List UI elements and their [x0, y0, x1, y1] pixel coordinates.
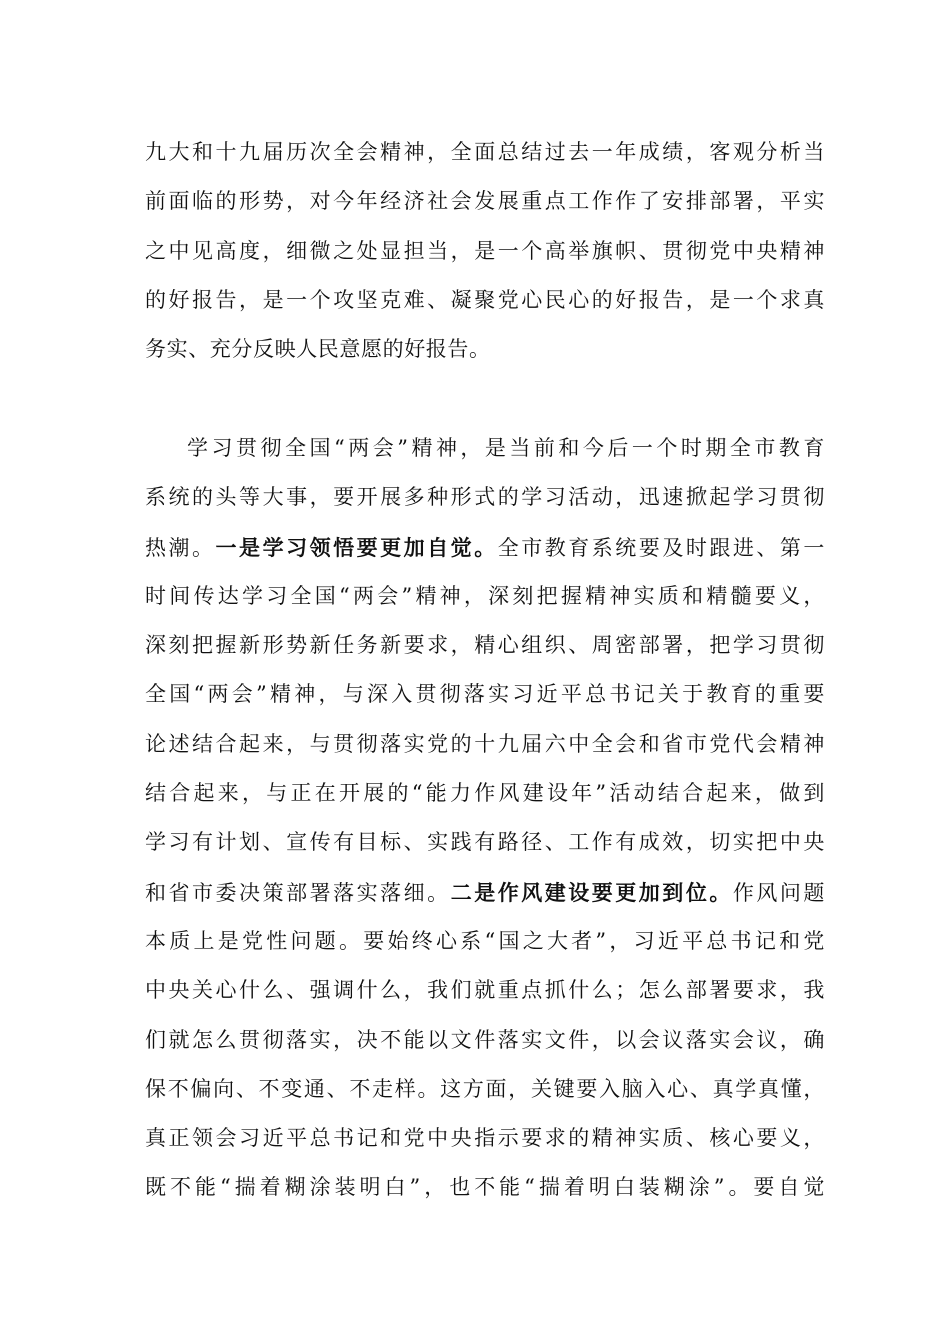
- text-line: 中央关心什么、强调什么，我们就重点抓什么；怎么部署要求，我: [145, 978, 825, 1003]
- text-line: 学习有计划、宣传有目标、实践有路径、工作有成效，切实把中央: [145, 830, 825, 855]
- bold-heading-2: 二是作风建设要更加到位。: [450, 879, 733, 905]
- text-line: 真正领会习近平总书记和党中央指示要求的精神实质、核心要义，: [145, 1126, 825, 1151]
- text-line: 务实、充分反映人民意愿的好报告。: [145, 337, 491, 362]
- paragraph-2: [145, 424, 825, 1213]
- text-line: [145, 523, 825, 572]
- text-line: 九大和十九届历次全会精神，全面总结过去一年成绩，客观分析当: [145, 140, 825, 164]
- text-run: 热潮。: [145, 535, 216, 560]
- paragraph-1: [145, 128, 825, 374]
- text-line: 结合起来，与正在开展的“能力作风建设年”活动结合起来，做到: [145, 781, 825, 806]
- text-line: 前面临的形势，对今年经济社会发展重点工作作了安排部署，平实: [145, 189, 825, 214]
- text-line: 时间传达学习全国“两会”精神，深刻把握精神实质和精髓要义，: [145, 583, 825, 608]
- text-run: 作风问题: [732, 880, 825, 905]
- text-line: 论述结合起来，与贯彻落实党的十九届六中全会和省市党代会精神: [145, 731, 825, 756]
- text-line: [145, 868, 825, 917]
- text-run: 全市教育系统要及时跟进、第一: [497, 535, 825, 560]
- text-line: 保不偏向、不变通、不走样。这方面，关键要入脑入心、真学真懂，: [145, 1076, 825, 1101]
- text-line: 既不能“揣着糊涂装明白”，也不能“揣着明白装糊涂”。要自觉: [145, 1175, 825, 1200]
- text-line: 本质上是党性问题。要始终心系“国之大者”，习近平总书记和党: [145, 928, 825, 953]
- text-line: 的好报告，是一个攻坚克难、凝聚党心民心的好报告，是一个求真: [145, 287, 825, 312]
- text-line: 们就怎么贯彻落实，决不能以文件落实文件，以会议落实会议，确: [145, 1027, 825, 1052]
- text-line: 深刻把握新形势新任务新要求，精心组织、周密部署，把学习贯彻: [145, 633, 825, 658]
- bold-heading-1: 一是学习领悟要更加自觉。: [215, 534, 498, 560]
- text-line: 之中见高度，细微之处显担当，是一个高举旗帜、贯彻党中央精神: [145, 238, 825, 263]
- text-line: 系统的头等大事，要开展多种形式的学习活动，迅速掀起学习贯彻: [145, 485, 825, 510]
- text-run: 和省市委决策部署落实落细。: [145, 880, 451, 905]
- text-line: 学习贯彻全国“两会”精神，是当前和今后一个时期全市教育: [187, 436, 825, 460]
- text-line: 全国“两会”精神，与深入贯彻落实习近平总书记关于教育的重要: [145, 682, 825, 707]
